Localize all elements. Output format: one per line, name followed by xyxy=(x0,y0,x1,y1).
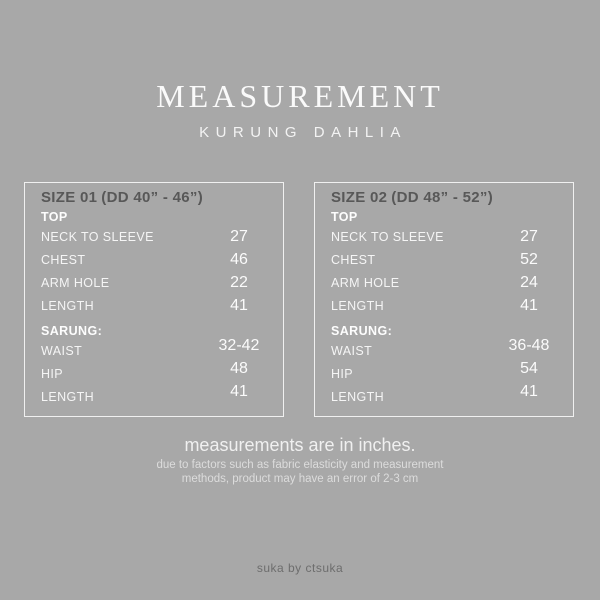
measure-value: 32-42 xyxy=(218,336,260,354)
measure-label: LENGTH xyxy=(41,389,95,404)
size-table-02 xyxy=(314,182,574,417)
measure-row xyxy=(41,382,269,408)
measure-label: LENGTH xyxy=(41,298,95,313)
measure-label: WAIST xyxy=(41,343,83,358)
measure-label: LENGTH xyxy=(331,389,385,404)
section-heading-top: TOP xyxy=(41,210,68,224)
size-label: SIZE 02 xyxy=(331,189,388,206)
measure-label: NECK TO SLEEVE xyxy=(41,229,154,244)
measure-value: 52 xyxy=(520,250,538,268)
measure-label: ARM HOLE xyxy=(41,275,110,290)
measure-value: 41 xyxy=(230,382,248,400)
measure-row xyxy=(41,225,269,248)
measure-value: 54 xyxy=(520,359,538,377)
sarung-rows xyxy=(41,336,269,408)
size-label: SIZE 01 xyxy=(41,189,98,206)
measure-value: 24 xyxy=(520,273,538,291)
header-block xyxy=(0,78,600,141)
section-heading-sarung: SARUNG: xyxy=(331,324,393,338)
top-rows xyxy=(331,225,559,317)
size-table-01-header xyxy=(41,188,269,207)
size-table-02-header xyxy=(331,188,559,207)
top-rows xyxy=(41,225,269,317)
disclaimer-line-1: due to factors such as fabric elasticity and measurement xyxy=(156,459,444,471)
sarung-rows xyxy=(331,336,559,408)
brand-footer: suka by ctsuka xyxy=(256,561,344,575)
measure-label: LENGTH xyxy=(331,298,385,313)
measure-label: CHEST xyxy=(331,252,376,267)
disclaimer-line-2: methods, product may have an error of 2-3 cm xyxy=(181,472,419,485)
measure-row xyxy=(41,248,269,271)
measure-value: 48 xyxy=(230,359,248,377)
measure-value: 22 xyxy=(230,273,248,291)
measure-value: 27 xyxy=(520,227,538,245)
measure-label: WAIST xyxy=(331,343,373,358)
size-range: (DD 48” - 52”) xyxy=(391,189,494,206)
measure-value: 41 xyxy=(230,296,248,314)
measure-label: HIP xyxy=(41,366,64,381)
measure-value: 41 xyxy=(520,296,538,314)
measure-label: HIP xyxy=(331,366,354,381)
measure-label: NECK TO SLEEVE xyxy=(331,229,444,244)
measure-row xyxy=(331,225,559,248)
measure-row xyxy=(41,294,269,317)
measure-row xyxy=(331,271,559,294)
measure-value: 46 xyxy=(230,250,248,268)
measure-row xyxy=(331,382,559,408)
measure-label: CHEST xyxy=(41,252,86,267)
size-range: (DD 40” - 46”) xyxy=(101,189,204,206)
disclaimer-note xyxy=(0,459,600,486)
measure-row xyxy=(41,271,269,294)
measure-row xyxy=(331,248,559,271)
page-subtitle: KURUNG DAHLIA xyxy=(199,124,407,141)
units-note: measurements are in inches. xyxy=(184,435,416,455)
page-title: MEASUREMENT xyxy=(156,78,444,114)
measure-row xyxy=(331,294,559,317)
size-table-01 xyxy=(24,182,284,417)
measure-label: ARM HOLE xyxy=(331,275,400,290)
section-heading-sarung: SARUNG: xyxy=(41,324,103,338)
measure-value: 36-48 xyxy=(508,336,550,354)
measure-value: 27 xyxy=(230,227,248,245)
section-heading-top: TOP xyxy=(331,210,358,224)
measure-value: 41 xyxy=(520,382,538,400)
